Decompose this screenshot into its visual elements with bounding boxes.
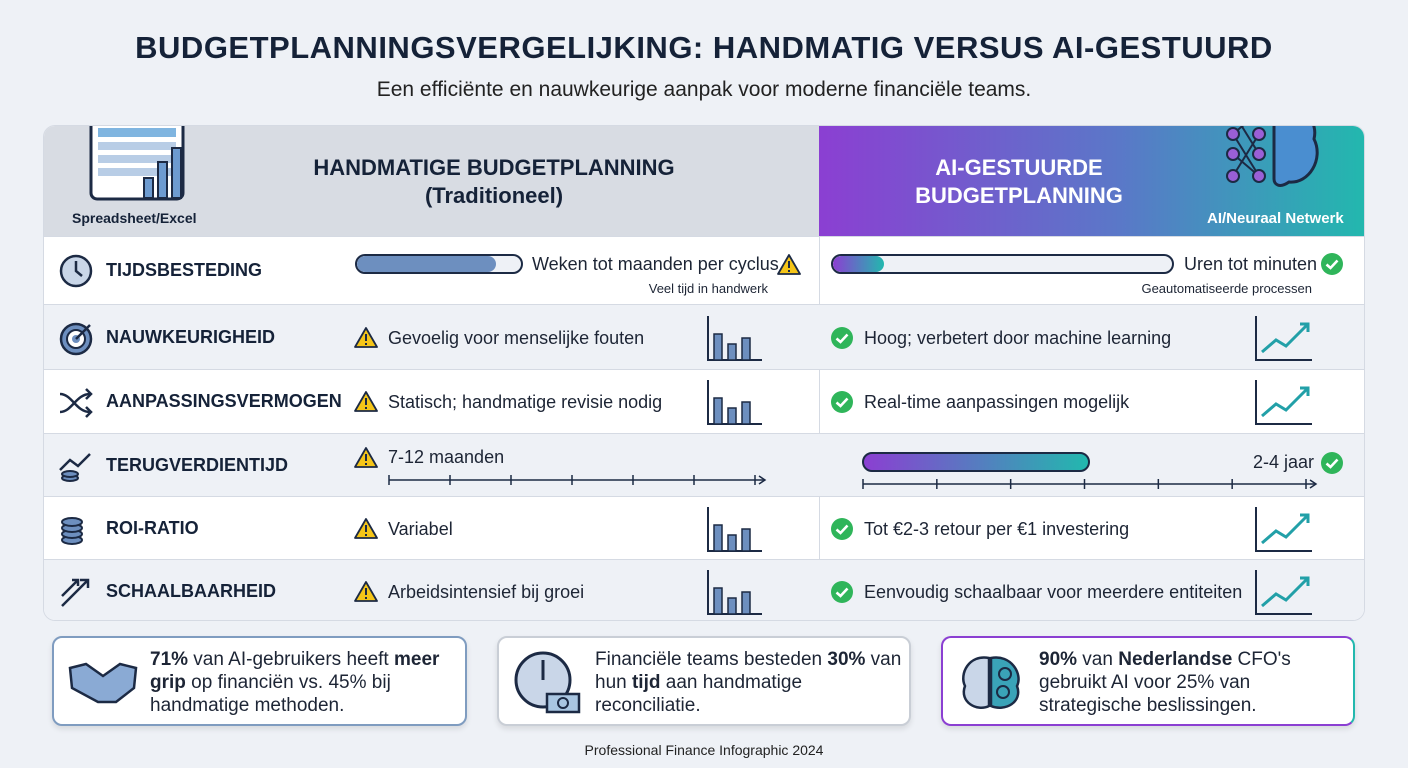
ai-value: Eenvoudig schaalbaar voor meerdere entiteiten [864, 582, 1243, 602]
ai-subvalue: Geautomatiseerde processen [1141, 281, 1312, 296]
manual-illustration-icon [702, 505, 766, 553]
growth-coins-icon [58, 448, 94, 484]
check-icon [830, 517, 854, 541]
ai-value: Real-time aanpassingen mogelijk [864, 392, 1130, 412]
stat-card-grip [52, 636, 467, 726]
table-row-tijdsbesteding [44, 236, 1365, 304]
warning-icon [354, 446, 378, 468]
footer: Professional Finance Infographic 2024 [584, 742, 824, 758]
ai-value: Uren tot minuten [1184, 254, 1318, 274]
ai-payback-bar [862, 452, 1090, 472]
check-icon [830, 326, 854, 350]
warning-icon [354, 517, 378, 539]
manual-value: Statisch; handmatige revisie nodig [388, 392, 663, 412]
table-row-roi-ratio [44, 496, 1365, 559]
row-label: NAUWKEURIGHEID [106, 327, 275, 347]
manual-value: Variabel [388, 519, 453, 539]
warning-icon [354, 390, 378, 412]
check-icon [1320, 451, 1344, 475]
warning-icon [354, 580, 378, 602]
check-icon [830, 390, 854, 414]
ai-value: Hoog; verbetert door machine learning [864, 328, 1172, 348]
manual-header [44, 126, 819, 236]
ai-title: AI-GESTUURDE BUDGETPLANNING [915, 155, 1123, 208]
table-row-nauwkeurigheid [44, 304, 1365, 369]
page-title: BUDGETPLANNINGSVERGELIJKING: HANDMATIG VERSUS AI-GESTUURD [135, 30, 1273, 65]
spreadsheet-icon-label: Spreadsheet/Excel [72, 210, 197, 226]
stat-text: 71% van AI-gebruikers heeft meer grip op financiën vs. 45% bij handmatige methoden. [150, 649, 440, 716]
warning-icon [354, 326, 378, 348]
target-icon [58, 320, 94, 356]
handshake-icon [68, 658, 138, 708]
ai-illustration-icon [1252, 314, 1316, 362]
comparison-table [43, 125, 1365, 621]
ai-illustration-icon [1252, 378, 1316, 426]
row-label: SCHAALBAARHEID [106, 581, 276, 601]
coins-stack-icon [58, 511, 94, 547]
ai-payback-timeline [861, 474, 1321, 494]
row-label: AANPASSINGSVERMOGEN [106, 391, 342, 411]
clock-icon [58, 253, 94, 289]
table-row-aanpassingsvermogen [44, 369, 1365, 433]
check-icon [1320, 252, 1344, 276]
row-label: ROI-RATIO [106, 518, 199, 538]
ai-value: 2-4 jaar [1252, 452, 1314, 472]
manual-time-progress [355, 254, 523, 274]
neural-brain-icon [1219, 125, 1329, 204]
check-icon [830, 580, 854, 604]
ai-illustration-icon [1252, 505, 1316, 553]
manual-subvalue: Veel tijd in handwerk [648, 281, 768, 296]
manual-payback-timeline [387, 470, 772, 490]
ai-header [819, 126, 1365, 236]
row-label: TIJDSBESTEDING [106, 260, 263, 280]
shuffle-icon [58, 384, 94, 420]
brain-gears-icon [959, 654, 1023, 712]
manual-value: 7-12 maanden [388, 447, 505, 467]
ai-value: Tot €2-3 retour per €1 investering [864, 519, 1130, 539]
scale-arrows-icon [58, 574, 94, 610]
page-subtitle: Een efficiënte en nauwkeurige aanpak voor moderne financiële teams. [376, 78, 1032, 101]
manual-illustration-icon [702, 378, 766, 426]
stat-text: 90% van Nederlandse CFO's gebruikt AI voor 25% van strategische beslissingen. [1039, 649, 1291, 716]
manual-value: Arbeidsintensief bij groei [388, 582, 585, 602]
ai-illustration-icon [1252, 568, 1316, 616]
ai-time-progress [831, 254, 1174, 274]
stat-card-cfo [941, 636, 1355, 726]
table-row-terugverdientijd [44, 433, 1365, 496]
stat-card-time [497, 636, 911, 726]
spreadsheet-icon [88, 125, 198, 204]
manual-title: HANDMATIGE BUDGETPLANNING (Traditioneel) [313, 155, 675, 208]
table-row-schaalbaarheid [44, 559, 1365, 621]
stat-text: Financiële teams besteden 30% van hun tijd aan handmatige reconciliatie. [595, 649, 902, 716]
manual-value: Weken tot maanden per cyclus [532, 254, 779, 274]
row-label: TERUGVERDIENTIJD [106, 455, 289, 475]
manual-value: Gevoelig voor menselijke fouten [388, 328, 645, 348]
ai-icon-label: AI/Neuraal Netwerk [1207, 210, 1344, 227]
warning-icon [777, 253, 801, 275]
manual-illustration-icon [702, 568, 766, 616]
clock-money-icon [513, 650, 583, 716]
manual-illustration-icon [702, 314, 766, 362]
